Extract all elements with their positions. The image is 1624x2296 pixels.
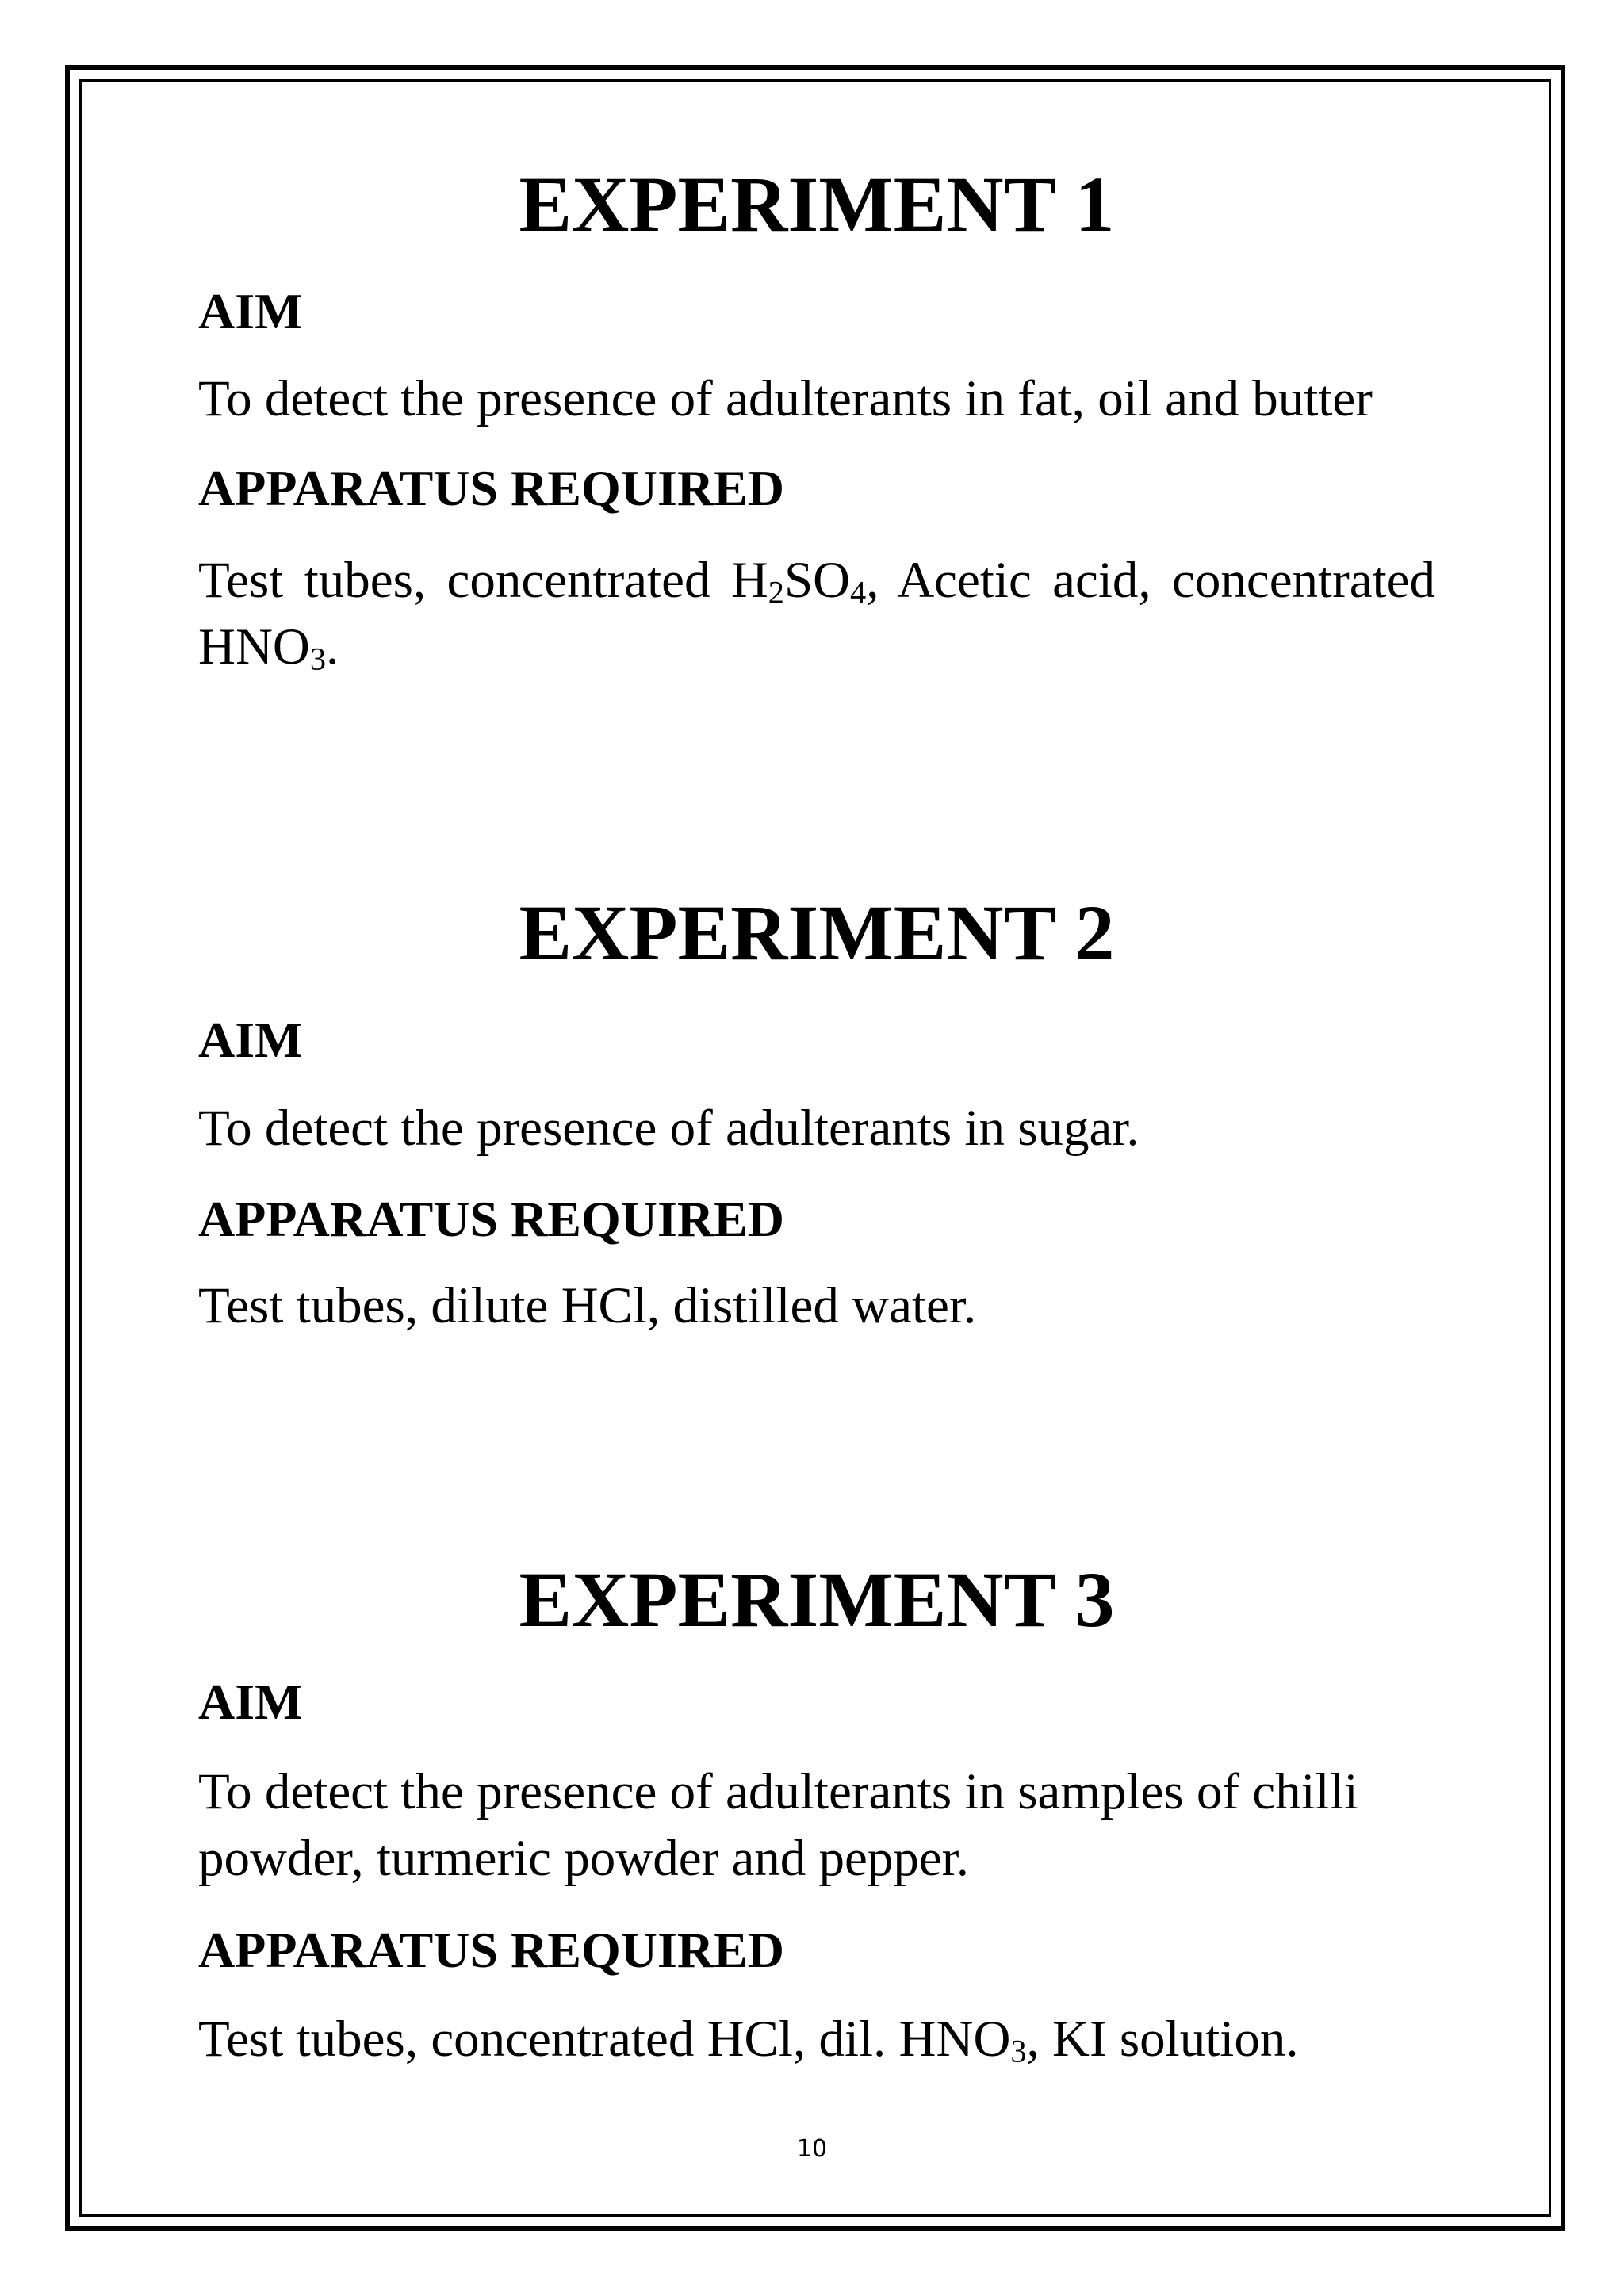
experiment-2-apparatus-label: APPARATUS REQUIRED — [198, 1191, 784, 1247]
experiment-1-title: EXPERIMENT 1 — [519, 160, 1115, 248]
experiment-3-aim-text: To detect the presence of adulterants in samples of chilli powder, turmeric powder and pepper. — [198, 1763, 1358, 1887]
experiment-3-aim-label: AIM — [198, 1674, 303, 1730]
experiment-2-aim-text: To detect the presence of adulterants in sugar. — [198, 1100, 1139, 1157]
experiment-2-apparatus-text: Test tubes, dilute HCl, distilled water. — [198, 1277, 977, 1334]
experiment-3-title: EXPERIMENT 3 — [519, 1556, 1115, 1644]
experiment-3-apparatus-text: Test tubes, concentrated HCl, dil. $HNO_3$, KI solution. — [198, 2011, 1299, 2069]
page-number: 10 — [796, 2135, 828, 2163]
experiment-2-title: EXPERIMENT 2 — [519, 889, 1115, 977]
experiment-3-apparatus-label: APPARATUS REQUIRED — [198, 1922, 784, 1978]
experiment-1-aim-text: To detect the presence of adulterants in fat, oil and butter — [198, 370, 1373, 427]
page-content — [198, 0, 1435, 2296]
experiment-1-apparatus-label: APPARATUS REQUIRED — [198, 460, 784, 516]
experiment-1-aim-label: AIM — [198, 283, 303, 339]
experiment-2-aim-label: AIM — [198, 1012, 303, 1068]
experiment-1-apparatus-text: Test tubes, concentrated $H_2SO_4$, Acetic acid, concentrated $HNO_3$. — [198, 552, 1436, 677]
